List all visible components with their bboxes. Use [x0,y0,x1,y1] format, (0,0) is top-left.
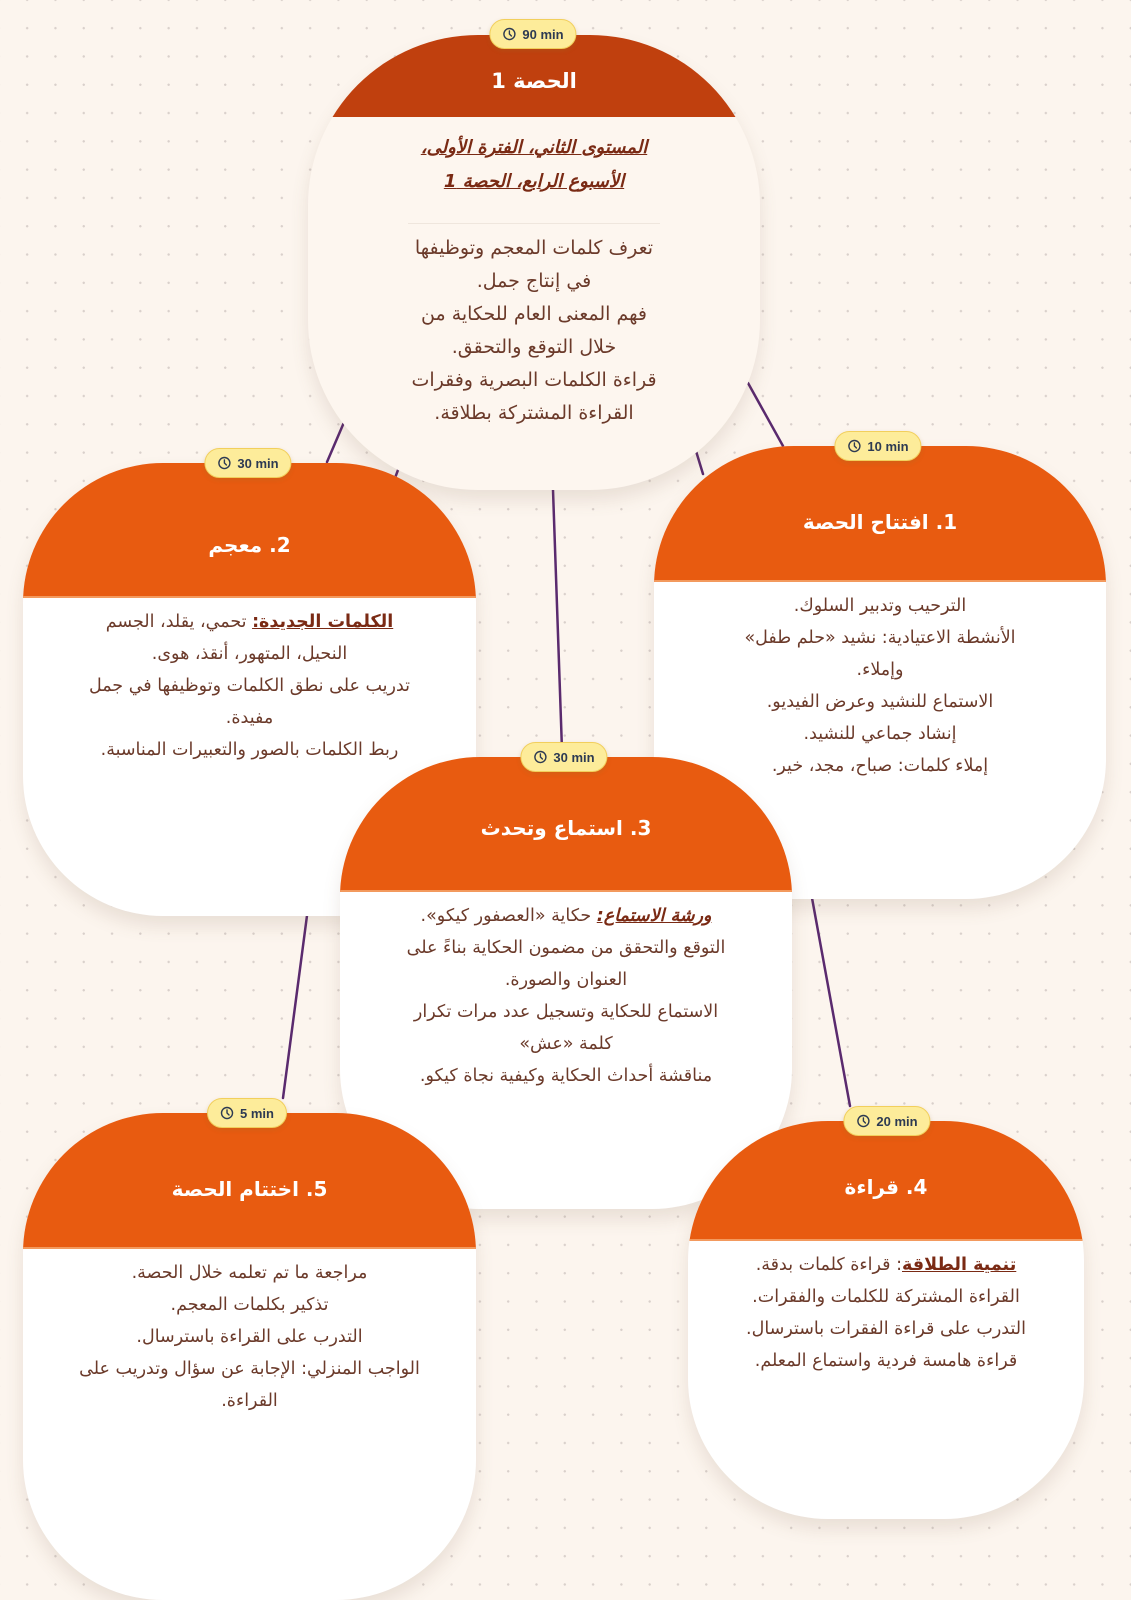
step-4-line: القراءة المشتركة للكلمات والفقرات. [752,1287,1020,1307]
step-1-header [654,446,1106,582]
step-1-line: إملاء كلمات: صباح، مجد، خير. [771,756,989,776]
connector-main-to-step-1b [696,451,703,474]
step-3-lead-rest: حكاية «العصفور كيكو». [420,906,597,926]
objective-line: فهم المعنى العام للحكاية من [421,303,647,325]
step-1-line: الترحيب وتدبير السلوك. [793,596,967,616]
step-2-header [23,463,476,598]
duration-label: 10 min [867,438,909,454]
step-5-line: مراجعة ما تم تعلمه خلال الحصة. [131,1263,368,1283]
duration-badge-step-4 [843,1106,930,1136]
step-2-line: تدريب على نطق الكلمات وتوظيفها في جمل [88,676,411,696]
connector-main-to-step-2 [327,420,345,462]
step-5-header [23,1113,476,1249]
step-5-line: الواجب المنزلي: الإجابة عن سؤال وتدريب على [79,1359,420,1379]
clock-icon [502,27,516,41]
step-4-lead-rest: : قراءة كلمات بدقة. [755,1255,902,1275]
objective-line: قراءة الكلمات البصرية وفقرات [411,369,657,391]
step-2-line [59,606,440,638]
step-2-line: النحيل، المتهور، أنقذ، هوى. [151,644,348,664]
step-card-4 [688,1121,1084,1519]
duration-badge-main [489,19,576,49]
clock-icon [533,750,547,764]
step-2-line: ربط الكلمات بالصور والتعبيرات المناسبة. [100,740,399,760]
subtitle-line-2: الأسبوع الرابع، الحصة 1 [443,171,625,192]
step-2-title: 2. معجم [208,532,291,557]
objectives-list [348,232,720,430]
lesson-subtitle [348,131,720,199]
clock-icon [847,439,861,453]
duration-label: 30 min [237,455,279,471]
step-3-line: مناقشة أحداث الحكاية وكيفية نجاة كيكو. [419,1066,713,1086]
connector-main-to-step-3 [553,490,562,750]
duration-badge-step-2 [204,448,291,478]
objective-line: القراءة المشتركة بطلاقة. [434,402,634,424]
step-3-line: التوقع والتحقق من مضمون الحكاية بناءً على [406,938,726,958]
objective-line: خلال التوقع والتحقق. [451,336,617,358]
step-3-line: كلمة «عش» [519,1034,613,1054]
main-lesson-card [308,35,760,490]
step-5-line: تذكير بكلمات المعجم. [170,1295,329,1315]
clock-icon [856,1114,870,1128]
step-5-line: القراءة. [221,1391,278,1411]
step-1-line: إنشاد جماعي للنشيد. [803,724,957,744]
objective-line: في إنتاج جمل. [476,270,592,292]
subtitle-line-1: المستوى الثاني، الفترة الأولى، [420,137,648,158]
step-4-line: قراءة هامسة فردية واستماع المعلم. [754,1351,1018,1371]
duration-label: 5 min [240,1105,274,1121]
connector-main-to-step-1 [748,383,783,446]
divider [408,223,660,224]
step-4-title: 4. قراءة [844,1175,928,1199]
step-5-title: 5. اختتام الحصة [171,1177,328,1201]
duration-label: 90 min [522,26,564,42]
main-card-title: الحصة 1 [491,69,577,93]
step-2-body [23,598,476,766]
step-1-line: وإملاء. [856,660,904,680]
step-4-line [716,1249,1056,1281]
step-3-header [340,757,792,892]
step-1-line: الاستماع للنشيد وعرض الفيديو. [766,692,994,712]
clock-icon [220,1106,234,1120]
step-5-line: التدرب على القراءة باسترسال. [136,1327,363,1347]
step-3-title: 3. استماع وتحدث [480,815,652,840]
step-5-body [23,1249,476,1417]
step-4-body [688,1241,1084,1377]
step-2-line: مفيدة. [225,708,274,728]
step-1-line: الأنشطة الاعتيادية: نشيد «حلم طفل» [744,628,1016,648]
duration-label: 20 min [876,1113,918,1129]
connector-step-3-to-step-4 [812,898,850,1106]
step-1-body [654,582,1106,782]
objective-line: تعرف كلمات المعجم وتوظيفها [414,237,654,259]
step-1-title: 1. افتتاح الحصة [802,510,958,534]
connector-step-3-to-step-5 [283,908,308,1098]
duration-badge-step-3 [520,742,607,772]
step-3-line: الاستماع للحكاية وتسجيل عدد مرات تكرار [413,1002,719,1022]
step-2-lead-rest: تحمي، يقلد، الجسم [105,612,253,632]
step-3-body [340,892,792,1092]
step-3-line [376,900,756,932]
duration-label: 30 min [553,749,595,765]
step-card-5 [23,1113,476,1600]
step-3-line: العنوان والصورة. [504,970,628,990]
step-4-lead: تنمية الطلاقة [902,1255,1017,1275]
duration-badge-step-5 [207,1098,287,1128]
step-4-line: التدرب على قراءة الفقرات باسترسال. [746,1319,1026,1339]
step-2-lead: الكلمات الجديدة: [252,612,394,632]
duration-badge-step-1 [834,431,921,461]
clock-icon [217,456,231,470]
main-card-body [308,117,760,430]
step-3-lead: ورشة الاستماع: [596,906,712,926]
